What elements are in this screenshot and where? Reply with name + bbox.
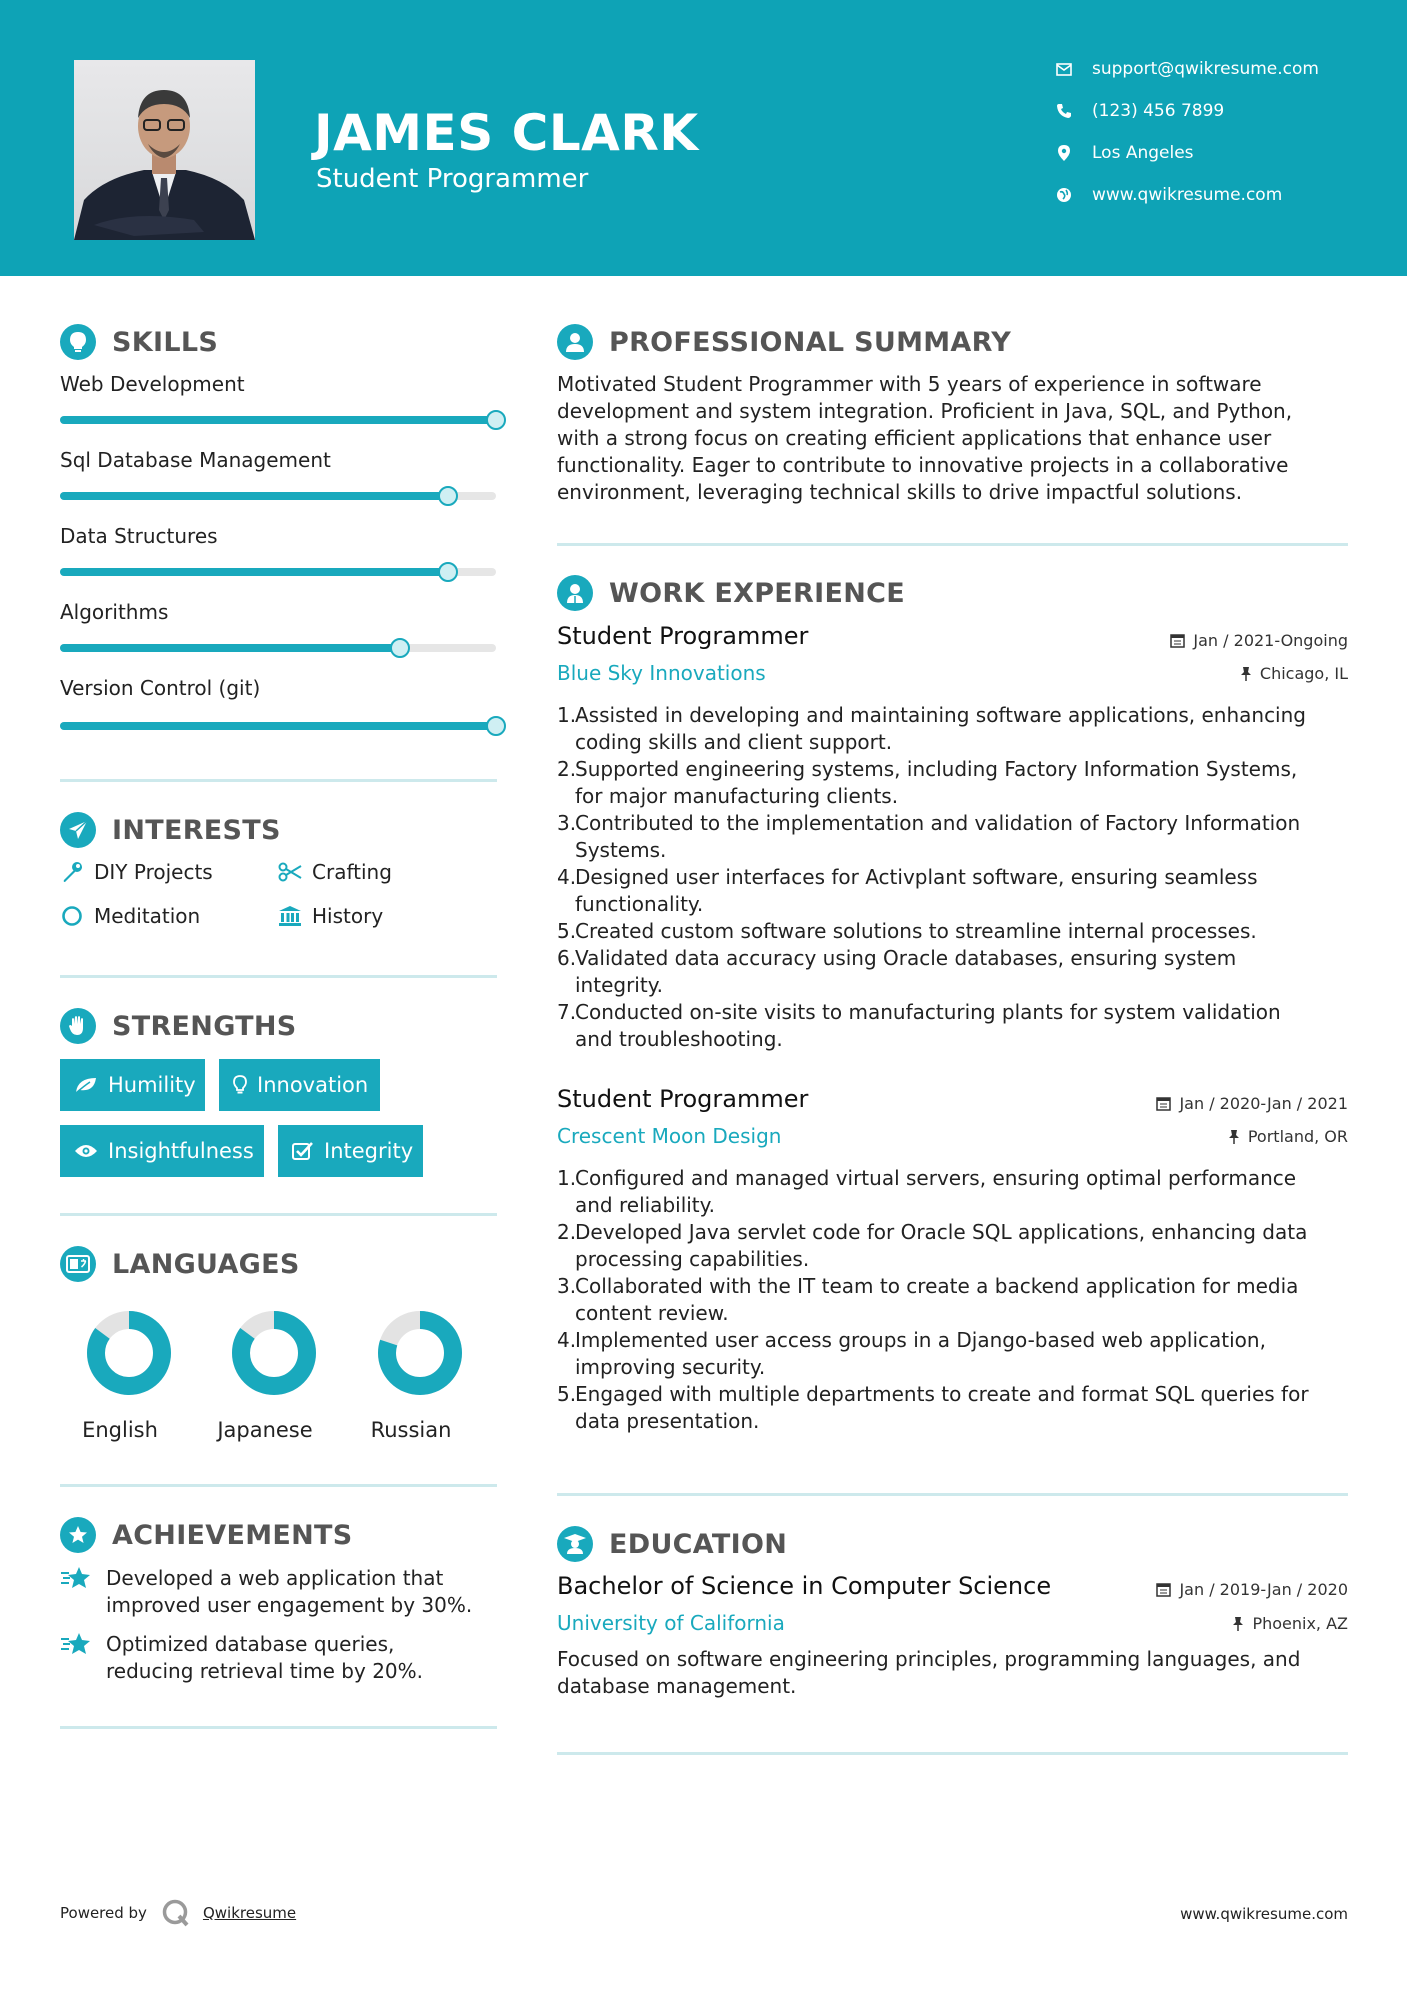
calendar-icon: [1170, 633, 1185, 648]
job-dates: Jan / 2020-Jan / 2021: [1156, 1094, 1348, 1113]
skill-bar: [60, 644, 496, 652]
pushpin-icon: [1228, 1129, 1240, 1144]
strength-tag: Humility: [60, 1059, 205, 1111]
language-icon: [60, 1246, 96, 1282]
section-divider: [60, 975, 497, 978]
job-company: Crescent Moon Design: [557, 1124, 782, 1148]
lightbulb-icon: [233, 1074, 247, 1096]
job-title: Student Programmer: [557, 1085, 809, 1113]
list-item: 3. Collaborated with the IT team to create a backend application for media content review.: [557, 1274, 1299, 1325]
leaf-icon: [74, 1074, 98, 1096]
list-item: 2. Developed Java servlet code for Oracle SQL applications, enhancing data processing capabilities.: [557, 1220, 1308, 1271]
language-item: [205, 1310, 325, 1442]
briefcase-user-icon: [557, 575, 593, 611]
museum-icon: [278, 904, 302, 928]
list-item: 7. Conducted on-site visits to manufacturing plants for system validation and troubleshooting.: [557, 1000, 1281, 1051]
language-item: [60, 1310, 180, 1442]
footer-powered-by: Powered by Qwikresume: [60, 1898, 296, 1928]
list-item: 1. Configured and managed virtual servers, ensuring optimal performance and reliability.: [557, 1166, 1297, 1217]
degree-title: Bachelor of Science in Computer Science: [557, 1572, 1052, 1600]
list-item: 6. Validated data accuracy using Oracle databases, ensuring system integrity.: [557, 946, 1237, 997]
job-dates: Jan / 2021-Ongoing: [1170, 631, 1348, 650]
language-ring: [231, 1310, 317, 1396]
skill-bar-knob: [438, 486, 458, 506]
section-divider: [60, 1484, 497, 1487]
education-heading: EDUCATION: [557, 1526, 787, 1562]
circle-icon: [60, 904, 84, 928]
pushpin-icon: [1240, 666, 1252, 681]
language-label: English: [82, 1418, 158, 1442]
profile-photo: [74, 60, 255, 240]
skill-label: Data Structures: [60, 524, 218, 548]
skill-bar-fill: [60, 416, 496, 424]
map-pin-icon: [1054, 143, 1074, 163]
strengths-heading: STRENGTHS: [60, 1008, 297, 1044]
section-divider: [557, 1493, 1348, 1496]
section-divider: [60, 779, 497, 782]
job-company: Blue Sky Innovations: [557, 661, 766, 685]
languages-heading: LANGUAGES: [60, 1246, 300, 1282]
section-divider: [60, 1726, 497, 1729]
list-item: 1. Assisted in developing and maintaining software applications, enhancing coding skills and client support.: [557, 703, 1306, 754]
skill-bar-knob: [486, 410, 506, 430]
skill-label: Version Control (git): [60, 676, 261, 700]
list-item: 5. Created custom software solutions to streamline internal processes.: [557, 919, 1257, 943]
check-square-icon: [292, 1140, 314, 1162]
job-title: Student Programmer: [557, 622, 809, 650]
school-name: University of California: [557, 1611, 785, 1635]
footer-website[interactable]: www.qwikresume.com: [1180, 1905, 1348, 1923]
summary-heading: PROFESSIONAL SUMMARY: [557, 324, 1011, 360]
education-description: Focused on software engineering principles, programming languages, and database management.: [557, 1647, 1301, 1698]
contact-email-text: support@qwikresume.com: [1092, 59, 1319, 79]
contact-email[interactable]: [1054, 56, 1384, 82]
phone-icon: [1054, 101, 1074, 121]
star-icon: [60, 1631, 92, 1657]
achievement-item: Developed a web application that improved user engagement by 30%.: [60, 1565, 500, 1619]
strength-tag: Innovation: [219, 1059, 380, 1111]
hand-icon: [60, 1008, 96, 1044]
skill-bar-knob: [486, 716, 506, 736]
calendar-icon: [1156, 1096, 1171, 1111]
skill-label: Sql Database Management: [60, 448, 331, 472]
interest-item: Meditation: [60, 904, 200, 928]
pushpin-icon: [1232, 1616, 1244, 1631]
calendar-icon: [1156, 1582, 1171, 1597]
skill-bar-fill: [60, 722, 496, 730]
education-dates: Jan / 2019-Jan / 2020: [1156, 1580, 1348, 1599]
list-item: 2. Supported engineering systems, including Factory Information Systems, for major manufacturing clients.: [557, 757, 1298, 808]
job-bullets: [557, 702, 1349, 1053]
strength-tag: Integrity: [278, 1125, 423, 1177]
section-divider: [60, 1213, 497, 1216]
star-badge-icon: [60, 1517, 96, 1553]
resume-header: [0, 0, 1407, 276]
achievement-item: Optimized database queries, reducing retrieval time by 20%.: [60, 1631, 500, 1685]
footer-brand-link[interactable]: Qwikresume: [202, 1904, 297, 1922]
strength-tag: Insightfulness: [60, 1125, 264, 1177]
experience-heading: WORK EXPERIENCE: [557, 575, 905, 611]
language-item: [351, 1310, 471, 1442]
skill-bar-fill: [60, 568, 448, 576]
skill-bar-knob: [438, 562, 458, 582]
job-location: Chicago, IL: [1240, 664, 1348, 683]
summary-text: Motivated Student Programmer with 5 years of experience in software development and system integration. Proficient in Java, SQL, and Python, with a strong focus on creating efficient applications that enhance user functionality. Eager to contribute to innovative projects in a collaborative environment, leveraging technical skills to drive impactful solutions.: [557, 372, 1293, 504]
interest-item: DIY Projects: [60, 860, 213, 884]
contact-website[interactable]: [1054, 182, 1384, 208]
user-icon: [557, 324, 593, 360]
graduate-icon: [557, 1526, 593, 1562]
star-icon: [60, 1565, 92, 1591]
skill-label: Algorithms: [60, 600, 169, 624]
list-item: 5. Engaged with multiple departments to create and format SQL queries for data presentation.: [557, 1382, 1309, 1433]
skill-bar: [60, 568, 496, 576]
contact-website-text: www.qwikresume.com: [1092, 185, 1283, 205]
achievements-heading: ACHIEVEMENTS: [60, 1517, 353, 1553]
language-ring: [377, 1310, 463, 1396]
wrench-icon: [60, 860, 84, 884]
job-bullets: [557, 1165, 1349, 1435]
globe-icon: [1054, 185, 1074, 205]
candidate-title: Student Programmer: [316, 164, 589, 194]
eye-icon: [74, 1140, 98, 1162]
education-location: Phoenix, AZ: [1232, 1614, 1348, 1633]
section-divider: [557, 543, 1348, 546]
contact-location-text: Los Angeles: [1092, 143, 1194, 163]
lightbulb-icon: [60, 324, 96, 360]
contact-phone[interactable]: [1054, 98, 1384, 124]
list-item: 4. Designed user interfaces for Activplant software, ensuring seamless functionality.: [557, 865, 1258, 916]
qwikresume-logo-icon: [161, 1898, 191, 1928]
envelope-icon: [1054, 59, 1074, 79]
list-item: 4. Implemented user access groups in a Django-based web application, improving security.: [557, 1328, 1266, 1379]
language-label: Japanese: [217, 1418, 313, 1442]
skill-bar-fill: [60, 492, 448, 500]
skill-label: Web Development: [60, 372, 245, 396]
skills-heading: SKILLS: [60, 324, 218, 360]
skill-bar-fill: [60, 644, 400, 652]
interests-heading: INTERESTS: [60, 812, 281, 848]
skill-bar-knob: [390, 638, 410, 658]
job-location: Portland, OR: [1228, 1127, 1348, 1146]
interest-item: History: [278, 904, 383, 928]
candidate-name: JAMES CLARK: [314, 104, 699, 162]
interest-item: Crafting: [278, 860, 392, 884]
contact-location: [1054, 140, 1384, 166]
skill-bar: [60, 722, 496, 730]
skill-bar: [60, 416, 496, 424]
list-item: 3. Contributed to the implementation and validation of Factory Information Systems.: [557, 811, 1301, 862]
scissors-icon: [278, 860, 302, 884]
section-divider: [557, 1752, 1348, 1755]
language-ring: [86, 1310, 172, 1396]
skill-bar: [60, 492, 496, 500]
language-label: Russian: [370, 1418, 452, 1442]
contact-phone-text: (123) 456 7899: [1092, 101, 1225, 121]
paper-plane-icon: [60, 812, 96, 848]
